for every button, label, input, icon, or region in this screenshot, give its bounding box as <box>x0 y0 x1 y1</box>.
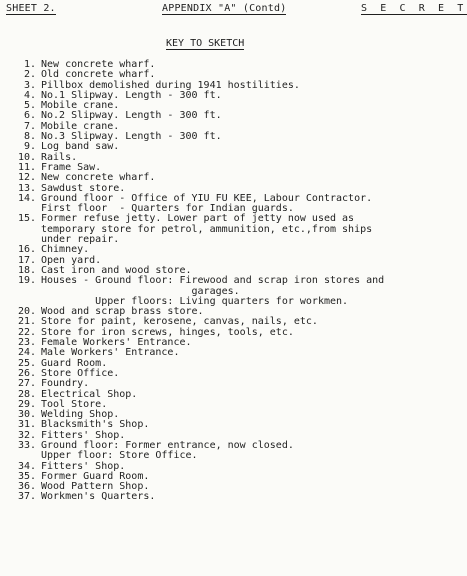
key-item-number: 1. <box>23 59 36 70</box>
key-item-number: 34. <box>17 460 36 472</box>
key-item-number: 12. <box>17 172 36 184</box>
key-item-number: 5. <box>23 100 36 112</box>
key-item-text: New concrete wharf. <box>41 59 156 70</box>
key-item-text: Ground floor: Former entrance, now closed. <box>41 439 294 451</box>
key-item-text: Store for paint, kerosene, canvas, nails, etc. <box>41 316 318 328</box>
key-title: KEY TO SKETCH <box>166 38 245 49</box>
key-item-number: 2. <box>23 69 36 81</box>
key-item-text: Welding Shop. <box>41 409 120 421</box>
appendix-heading <box>162 3 286 14</box>
key-item-number <box>0 287 36 297</box>
classification-text: S E C R E T <box>361 3 467 14</box>
key-item-text: Houses - Ground floor: Firewood and scrap iron stores and <box>41 275 385 287</box>
key-item-text: Blacksmith's Shop. <box>41 419 150 431</box>
key-item-text: Wood Pattern Shop. <box>41 481 150 493</box>
key-item-number: 29. <box>17 398 36 410</box>
key-item-number: 32. <box>17 429 36 441</box>
key-item-text: Cast iron and wood store. <box>41 264 192 276</box>
key-item-text: Upper floor: Store Office. <box>41 450 198 462</box>
key-item-number: 10. <box>17 151 36 163</box>
key-item <box>0 492 449 502</box>
key-item-text: Female Workers' Entrance. <box>41 337 192 349</box>
key-item-text: Fitters' Shop. <box>41 429 126 441</box>
key-item-number: 11. <box>17 161 36 173</box>
key-item-number: 17. <box>17 254 36 266</box>
key-item-number: 31. <box>17 419 36 431</box>
key-item-text: Male Workers' Entrance. <box>41 347 180 359</box>
key-item-text: Foundry. <box>41 378 90 390</box>
key-item-number: 30. <box>17 409 36 421</box>
key-item-text: Log band saw. <box>41 141 120 153</box>
appendix-heading-text: APPENDIX "A" (Contd) <box>162 3 287 14</box>
key-item-text: New concrete wharf. <box>41 172 156 184</box>
key-item-text: Open yard. <box>41 254 102 266</box>
key-item-text: Former refuse jetty. Lower part of jetty now used as <box>41 213 355 225</box>
sheet-number-text: SHEET 2. <box>6 3 56 14</box>
key-item-number: 22. <box>17 326 36 338</box>
key-item-number: 37. <box>17 491 36 503</box>
key-item-number: 28. <box>17 388 36 400</box>
key-item-number: 13. <box>17 182 36 194</box>
key-item-text: Sawdust store. <box>41 182 126 194</box>
key-item-text: Frame Saw. <box>41 161 102 173</box>
key-item-number: 16. <box>17 244 36 256</box>
key-item <box>0 276 449 286</box>
key-item-number: 21. <box>17 316 36 328</box>
key-item-number: 7. <box>23 120 36 132</box>
key-item-number: 19. <box>17 275 36 287</box>
key-item <box>0 379 449 389</box>
key-item-text: Old concrete wharf. <box>41 69 156 81</box>
key-item-text: Guard Room. <box>41 357 108 369</box>
key-item-number: 8. <box>23 131 36 143</box>
key-item-number: 35. <box>17 470 36 482</box>
key-item-text: No.2 Slipway. Length - 300 ft. <box>41 110 222 122</box>
key-item-text: Pillbox demolished during 1941 hostilities. <box>41 79 300 91</box>
key-item-text: under repair. <box>41 234 120 246</box>
key-item-number <box>0 225 36 235</box>
key-item-text: Upper floors: Living quarters for workmen. <box>41 295 349 307</box>
key-item-text: Rails. <box>41 151 78 163</box>
classification-marking <box>361 3 467 14</box>
key-item-number: 4. <box>23 89 36 101</box>
key-item-number: 33. <box>17 439 36 451</box>
key-item-number: 9. <box>23 141 36 153</box>
key-item-text: Ground floor - Office of YIU FU KEE, Labour Contractor. <box>41 192 373 204</box>
key-item-number: 6. <box>23 110 36 122</box>
key-item-text: No.1 Slipway. Length - 300 ft. <box>41 89 222 101</box>
key-item-text: Wood and scrap brass store. <box>41 306 204 318</box>
key-item-text: Chimney. <box>41 244 90 256</box>
key-item-text: Store for iron screws, hinges, tools, etc. <box>41 326 294 338</box>
key-item-number: 25. <box>17 357 36 369</box>
key-item-number: 36. <box>17 481 36 493</box>
sheet-number <box>6 3 56 14</box>
key-item-text: Electrical Shop. <box>41 388 138 400</box>
key-item-text: Store Office. <box>41 367 120 379</box>
key-list <box>0 60 449 503</box>
key-item-text: Workmen's Quarters. <box>41 491 156 503</box>
key-item-number: 15. <box>17 213 36 225</box>
key-item-number: 3. <box>23 79 36 91</box>
key-item-text: Mobile crane. <box>41 100 120 112</box>
key-item-number: 26. <box>17 367 36 379</box>
key-item-number: 24. <box>17 347 36 359</box>
key-item-text: No.3 Slipway. Length - 300 ft. <box>41 131 222 143</box>
key-item-text: Tool Store. <box>41 398 108 410</box>
key-item-text: Mobile crane. <box>41 120 120 132</box>
key-item-number: 18. <box>17 264 36 276</box>
key-item-text: First floor - Quarters for Indian guards. <box>41 203 294 215</box>
key-item-text: garages. <box>41 285 240 297</box>
key-item-text: temporary store for petrol, ammunition, etc.,from ships <box>41 223 373 235</box>
key-item-number: 20. <box>17 306 36 318</box>
key-item-text: Former Guard Room. <box>41 470 150 482</box>
key-item-text: Fitters' Shop. <box>41 460 126 472</box>
key-item-number: 14. <box>17 192 36 204</box>
key-item-number: 23. <box>17 337 36 349</box>
key-item-number: 27. <box>17 378 36 390</box>
